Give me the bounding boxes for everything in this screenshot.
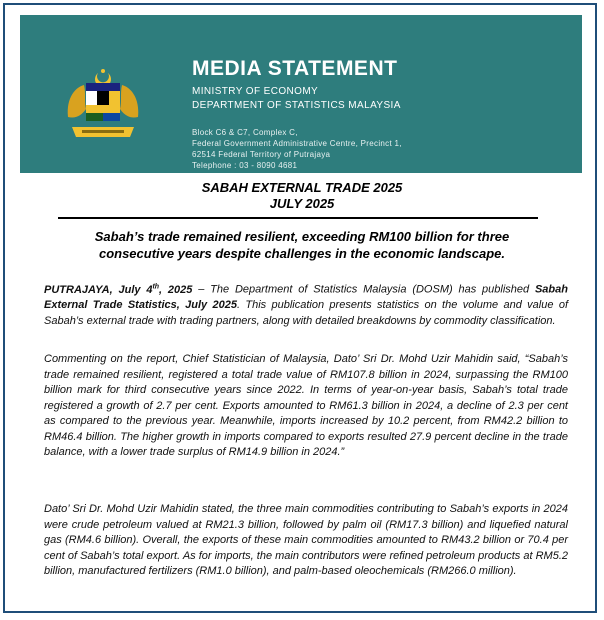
header-banner: [20, 15, 582, 173]
dateline: PUTRAJAYA, July 4th, 2025: [44, 283, 193, 296]
document-period: JULY 2025: [269, 196, 335, 211]
document-title: SABAH EXTERNAL TRADE 2025: [201, 180, 403, 195]
paragraph-intro: PUTRAJAYA, July 4th, 2025 – The Department of Statistics Malaysia (DOSM) has published Sabah External Trade Statistics, July 2025. This publication presents statistics on the volume and value of Sabah’s external trade with trading partners, along with detailed breakdowns by commodity classification.: [44, 283, 568, 327]
paragraph-commodities: Dato’ Sri Dr. Mohd Uzir Mahidin stated, the three main commodities contributing to Sabah’s exports in 2024 were crude petroleum valued at RM21.3 billion, followed by palm oil (RM17.3 billion) and liquefied natural gas (RM4.6 billion). Overall, the exports of these main commodities amounted to RM43.2 billion or 70.4 per cent of Sabah’s total export. As for imports, the main contributors were refined petroleum products at RM5.2 billion, manufactured fertilizers (RM1.0 billion), and palm-based oleochemicals (RM266.0 million).: [44, 503, 568, 577]
media-statement-title: MEDIA STATEMENT: [192, 57, 398, 80]
telephone-line: Telephone : 03 - 8090 4681: [192, 161, 298, 170]
address-line: Block C6 & C7, Complex C,: [192, 128, 298, 137]
title-divider: [58, 217, 538, 219]
paragraph-commentary: Commenting on the report, Chief Statistician of Malaysia, Dato’ Sri Dr. Mohd Uzir Mahidin said, “Sabah’s trade remained resilient, registered a total trade value of RM107.8 billion in 2024, surpassing the RM100 billion mark for third consecutive years since 2022. In terms of year-on-year basis, Sabah’s total trade registered a growth of 2.7 per cent. Exports amounted to RM61.3 billion in 2024, a decline of 2.3 per cent as compared to the previous year. Meanwhile, imports increased by 10.2 percent, from RM42.2 billion to RM46.4 billion. The higher growth in imports compared to exports resulted 27.9 percent decline in the trade balance, with a lower trade surplus of RM14.9 billion in 2024.”: [44, 353, 568, 458]
address-line: 62514 Federal Territory of Putrajaya: [192, 150, 331, 159]
publication-name: Sabah External Trade Statistics, July 2025: [44, 283, 568, 312]
headline: Sabah’s trade remained resilient, exceeding RM100 billion for three consecutive years despite challenges in the economic landscape.: [94, 229, 510, 261]
department-name: DEPARTMENT OF STATISTICS MALAYSIA: [192, 100, 401, 111]
ministry-name: MINISTRY OF ECONOMY: [192, 86, 319, 97]
address-line: Federal Government Administrative Centre, Precinct 1,: [192, 139, 402, 148]
coat-of-arms-icon: [62, 67, 144, 143]
